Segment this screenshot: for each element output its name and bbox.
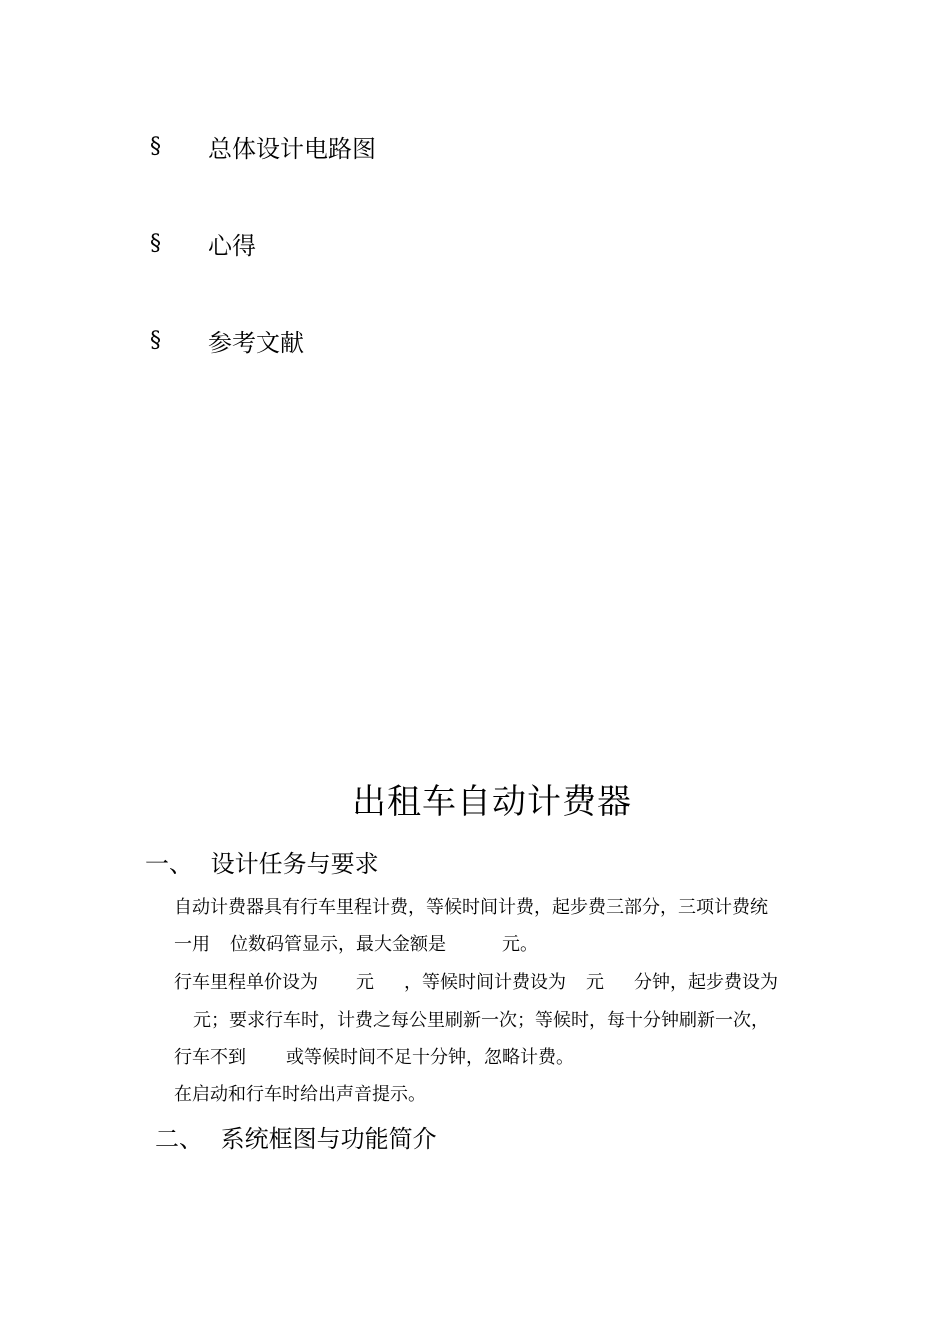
text-run: 元 <box>586 972 604 993</box>
toc-label: 总体设计电路图 <box>208 134 376 163</box>
text-run: 分钟，起步费设为 <box>634 972 778 993</box>
requirement-line-2 <box>174 933 538 957</box>
section-heading-system-block-diagram <box>155 1119 437 1154</box>
section-number: 二、 <box>155 1125 203 1153</box>
text-run: ，等候时间计费设为 <box>404 972 566 993</box>
section-number: 一、 <box>145 850 193 878</box>
toc-item-circuit-diagram <box>150 131 376 161</box>
text-run: 位数码管显示，最大金额是 <box>230 934 446 955</box>
text-run: 元。 <box>502 934 538 955</box>
requirement-line-3 <box>174 971 778 995</box>
section-title: 系统框图与功能简介 <box>220 1125 437 1153</box>
toc-item-reflections <box>150 228 256 258</box>
text-run: 行车不到 <box>174 1047 246 1068</box>
text-run: 行车里程单价设为 <box>174 972 318 993</box>
requirement-line-5 <box>174 1046 574 1070</box>
toc-bullet: § <box>150 230 161 256</box>
toc-bullet: § <box>150 327 161 353</box>
text-run: 元 <box>356 972 374 993</box>
toc-bullet: § <box>150 133 161 159</box>
text-run: 或等候时间不足十分钟，忽略计费。 <box>286 1047 574 1068</box>
section-heading-design-requirements <box>145 844 379 879</box>
section-title: 设计任务与要求 <box>210 850 379 878</box>
requirement-line-4: 元；要求行车时，计费之每公里刷新一次；等候时，每十分钟刷新一次， <box>193 1010 769 1031</box>
toc-label: 心得 <box>208 231 256 260</box>
document-title: 出租车自动计费器 <box>352 782 632 822</box>
text-run: 一用 <box>174 934 210 955</box>
requirement-line-6: 在启动和行车时给出声音提示。 <box>174 1084 426 1105</box>
toc-item-references <box>150 325 304 355</box>
requirement-line-1: 自动计费器具有行车里程计费，等候时间计费，起步费三部分，三项计费统 <box>174 897 768 918</box>
toc-label: 参考文献 <box>208 328 304 357</box>
